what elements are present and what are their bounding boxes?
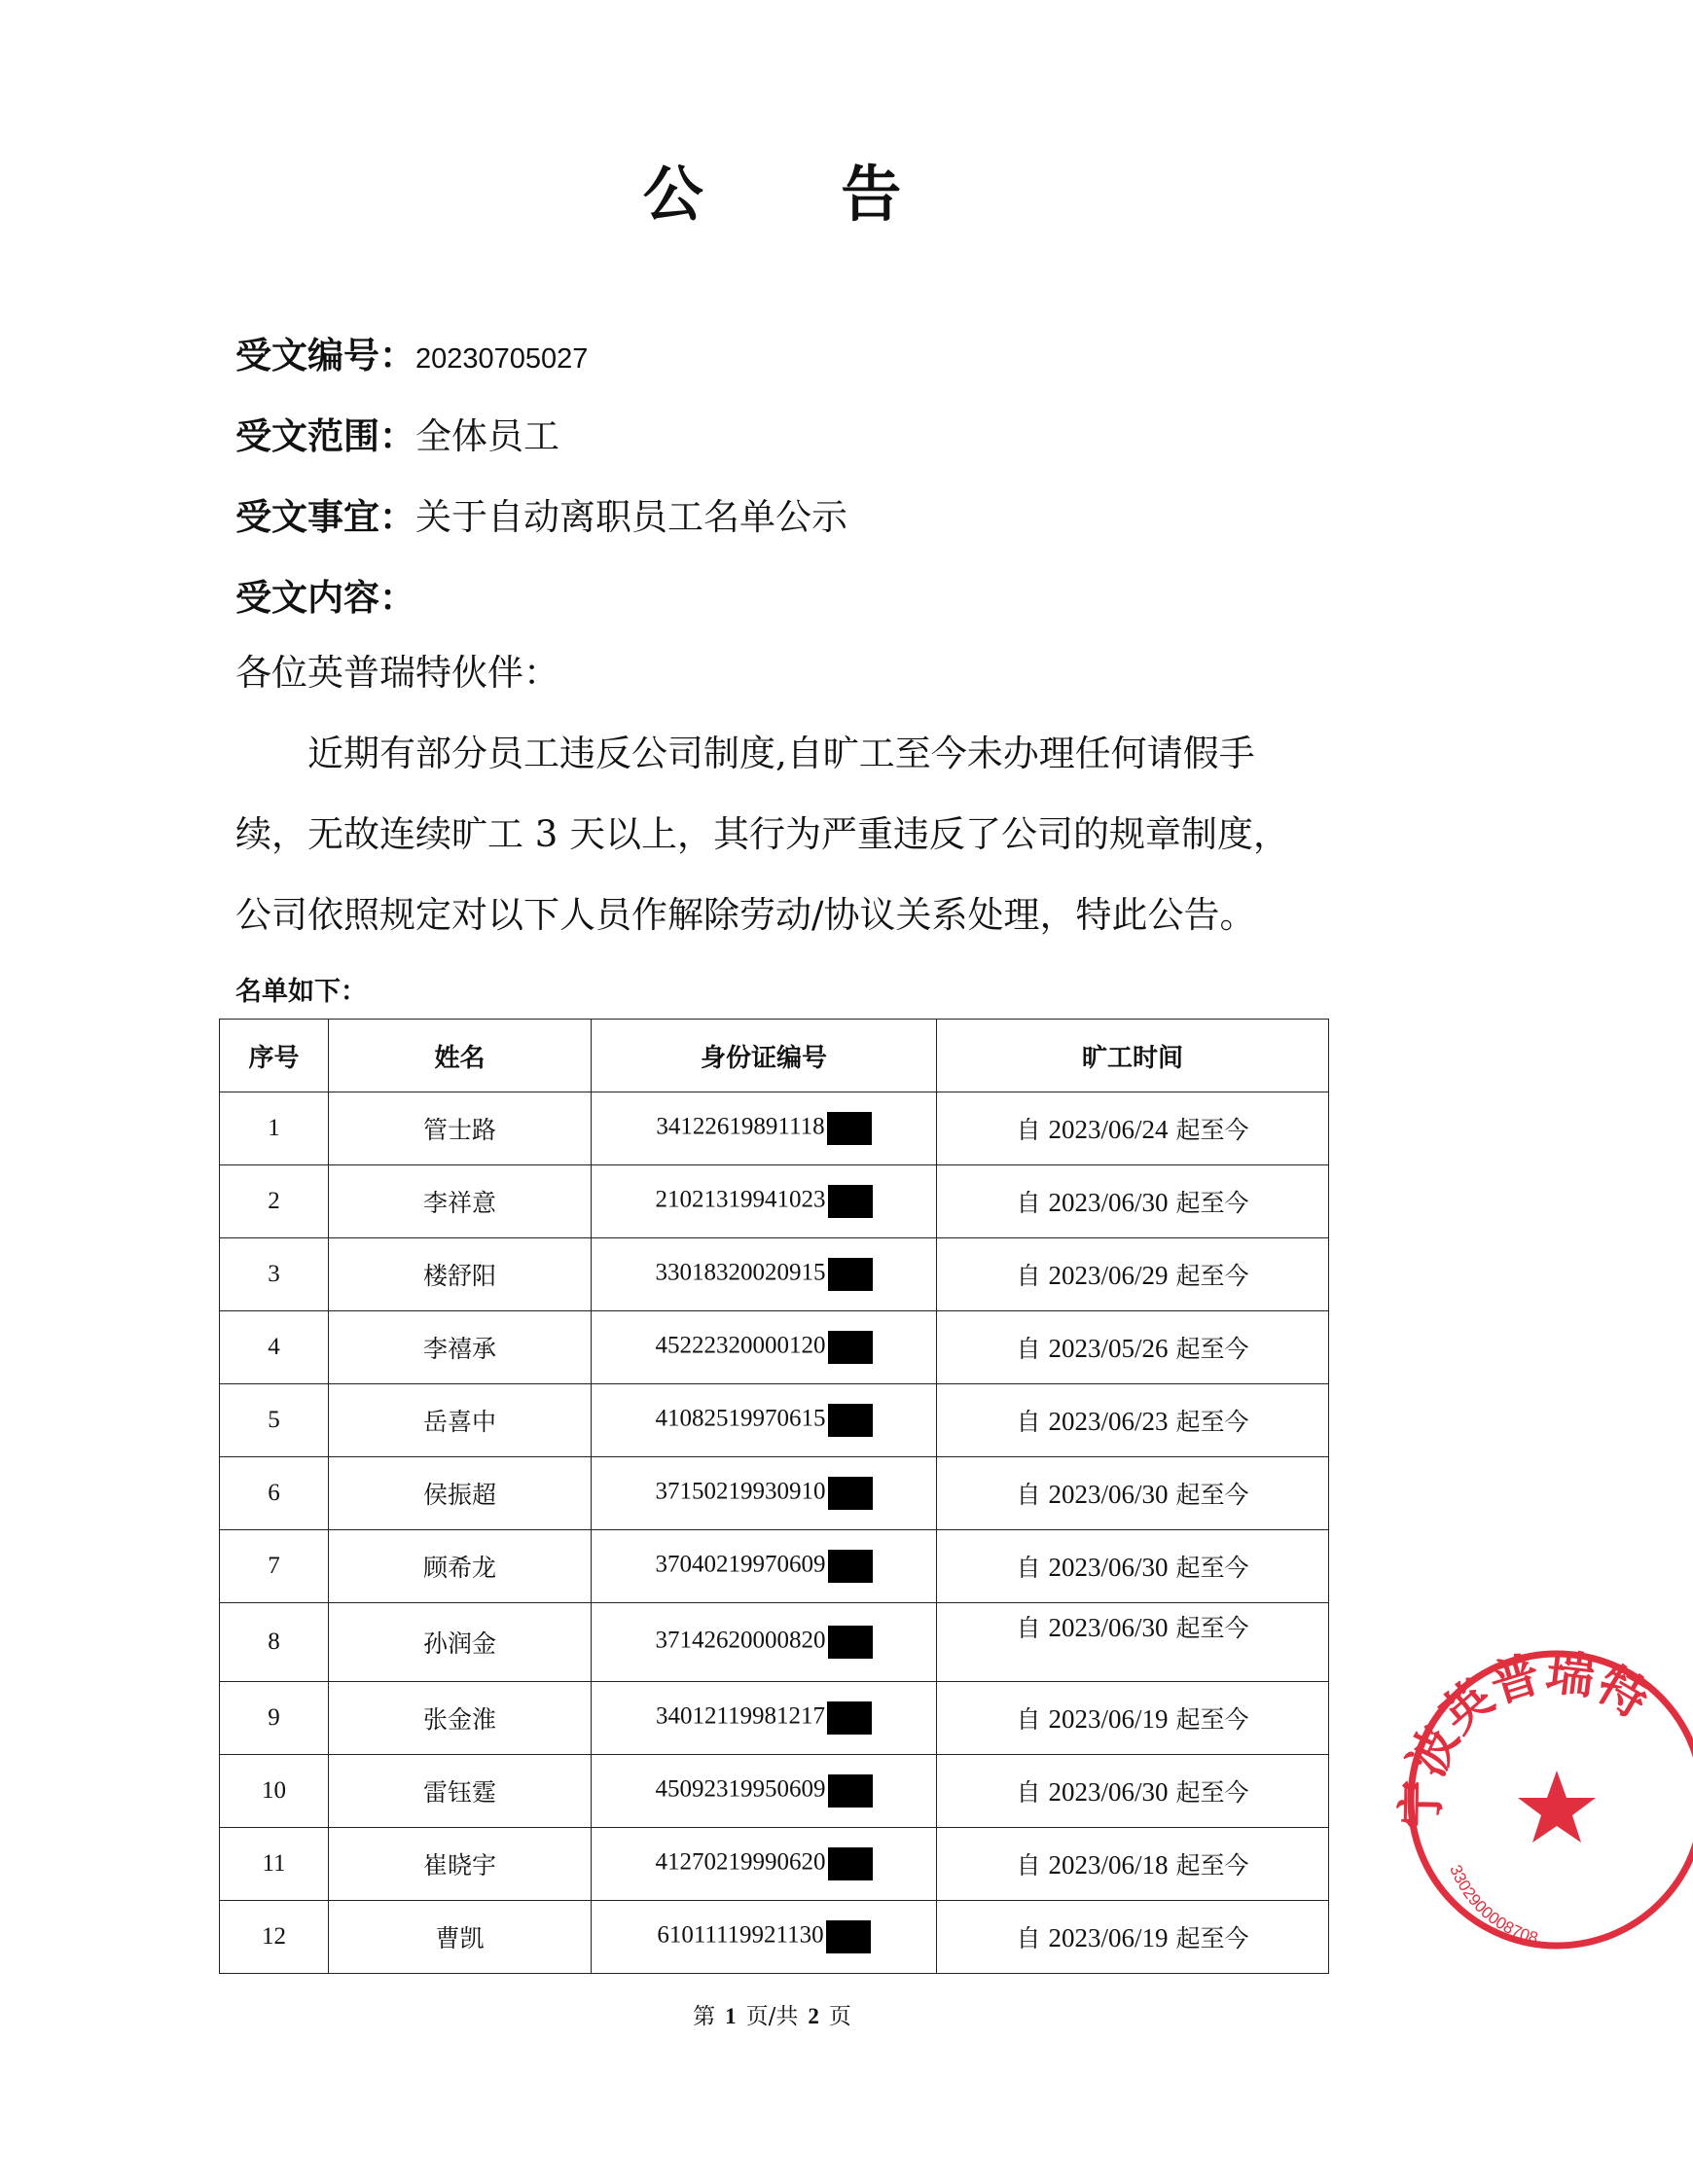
meta-content — [235, 568, 415, 621]
row-id: 41082519970615 — [655, 1405, 826, 1432]
row-index: 9 — [220, 1682, 329, 1755]
row-absence — [937, 1828, 1329, 1901]
row-id-cell — [592, 1092, 937, 1165]
redaction-block — [828, 1626, 873, 1659]
row-id-cell — [592, 1901, 937, 1974]
row-name: 管士路 — [329, 1092, 592, 1165]
row-id: 61011119921130 — [657, 1921, 824, 1949]
redaction-block — [827, 1701, 872, 1735]
row-name: 岳喜中 — [329, 1384, 592, 1457]
date-prefix: 自 — [1016, 1262, 1041, 1290]
list-label: 名单如下： — [235, 977, 367, 1007]
meta-doc-number — [235, 326, 588, 378]
employee-table — [219, 1019, 1329, 1974]
row-name: 李禧承 — [329, 1311, 592, 1384]
row-date: 2023/06/19 — [1048, 1704, 1169, 1734]
row-date: 2023/06/23 — [1048, 1407, 1169, 1436]
table-row — [220, 1603, 1329, 1682]
table-row — [220, 1682, 1329, 1755]
row-index: 10 — [220, 1755, 329, 1828]
row-id-cell — [592, 1457, 937, 1530]
redaction-block — [828, 1550, 873, 1583]
footer-page: 1 — [725, 2004, 737, 2028]
row-index: 11 — [220, 1828, 329, 1901]
date-prefix: 自 — [1016, 1614, 1041, 1642]
row-id: 34122619891118 — [656, 1113, 825, 1140]
date-suffix: 起至今 — [1175, 1924, 1249, 1952]
row-date: 2023/06/30 — [1048, 1553, 1169, 1582]
meta-value: 全体员工 — [415, 415, 559, 457]
row-index: 5 — [220, 1384, 329, 1457]
row-id-cell — [592, 1755, 937, 1828]
row-date: 2023/06/24 — [1048, 1115, 1169, 1144]
row-id: 21021319941023 — [655, 1186, 826, 1213]
row-index: 4 — [220, 1311, 329, 1384]
meta-label: 受文事宜： — [235, 496, 415, 538]
row-date: 2023/06/18 — [1048, 1850, 1169, 1880]
redaction-block — [828, 1774, 873, 1808]
date-suffix: 起至今 — [1175, 1778, 1249, 1807]
body-paragraph — [235, 713, 1315, 955]
row-name: 曹凯 — [329, 1901, 592, 1974]
row-id: 37040219970609 — [655, 1551, 826, 1578]
row-name: 雷钰霆 — [329, 1755, 592, 1828]
row-index: 1 — [220, 1092, 329, 1165]
row-id-cell — [592, 1165, 937, 1238]
row-absence — [937, 1238, 1329, 1311]
date-suffix: 起至今 — [1175, 1554, 1249, 1582]
date-prefix: 自 — [1016, 1851, 1041, 1880]
row-date: 2023/06/30 — [1048, 1777, 1169, 1807]
date-suffix: 起至今 — [1175, 1614, 1249, 1642]
meta-label: 受文范围： — [235, 415, 415, 457]
row-absence — [937, 1530, 1329, 1603]
date-prefix: 自 — [1016, 1408, 1041, 1436]
table-header-row — [220, 1020, 1329, 1092]
redaction-block — [828, 1331, 873, 1364]
header-index: 序号 — [220, 1020, 329, 1092]
footer-total: 2 — [808, 2004, 819, 2028]
row-date: 2023/05/26 — [1048, 1334, 1169, 1363]
row-date: 2023/06/30 — [1048, 1480, 1169, 1509]
row-absence — [937, 1165, 1329, 1238]
meta-label: 受文内容： — [235, 577, 415, 619]
row-id-cell — [592, 1603, 937, 1682]
row-id-cell — [592, 1828, 937, 1901]
row-id: 37142620000820 — [655, 1627, 826, 1654]
table-row — [220, 1238, 1329, 1311]
row-index: 12 — [220, 1901, 329, 1974]
date-prefix: 自 — [1016, 1116, 1041, 1144]
table-row — [220, 1092, 1329, 1165]
row-id-cell — [592, 1238, 937, 1311]
date-prefix: 自 — [1016, 1554, 1041, 1582]
row-id: 45092319950609 — [655, 1775, 826, 1803]
table-row — [220, 1755, 1329, 1828]
row-absence — [937, 1755, 1329, 1828]
row-absence — [937, 1384, 1329, 1457]
row-index: 6 — [220, 1457, 329, 1530]
meta-value: 关于自动离职员工名单公示 — [415, 496, 847, 538]
date-prefix: 自 — [1016, 1778, 1041, 1807]
salutation: 各位英普瑞特伙伴： — [235, 652, 559, 694]
svg-text:3302900008708: 3302900008708 — [1446, 1862, 1540, 1949]
row-name: 楼舒阳 — [329, 1238, 592, 1311]
page-footer — [0, 1998, 1544, 2030]
date-suffix: 起至今 — [1175, 1116, 1249, 1144]
row-absence — [937, 1311, 1329, 1384]
footer-mid: 页/共 — [745, 2004, 799, 2029]
row-absence — [937, 1092, 1329, 1165]
date-prefix: 自 — [1016, 1705, 1041, 1734]
footer-suffix: 页 — [828, 2004, 851, 2029]
header-name: 姓名 — [329, 1020, 592, 1092]
table-row — [220, 1457, 1329, 1530]
date-suffix: 起至今 — [1175, 1189, 1249, 1217]
row-id-cell — [592, 1682, 937, 1755]
company-seal — [1382, 1634, 1693, 1955]
table-row — [220, 1901, 1329, 1974]
row-id-cell — [592, 1311, 937, 1384]
row-id: 37150219930910 — [655, 1478, 826, 1505]
row-id: 33018320020915 — [655, 1259, 826, 1286]
table-row — [220, 1530, 1329, 1603]
row-id-cell — [592, 1530, 937, 1603]
date-suffix: 起至今 — [1175, 1705, 1249, 1734]
row-date: 2023/06/30 — [1048, 1188, 1169, 1217]
meta-label: 受文编号： — [235, 335, 415, 376]
row-name: 崔晓宇 — [329, 1828, 592, 1901]
footer-prefix: 第 — [693, 2004, 716, 2029]
row-id: 41270219990620 — [655, 1848, 826, 1876]
date-suffix: 起至今 — [1175, 1851, 1249, 1880]
row-date: 2023/06/19 — [1048, 1923, 1169, 1952]
body-text: 近期有部分员工违反公司制度,自旷工至今未办理任何请假手续，无故连续旷工 3 天以上，其行为严重违反了公司的规章制度，公司依照规定对以下人员作解除劳动/协议关系处理，特此公告。 — [235, 733, 1290, 936]
row-absence — [937, 1901, 1329, 1974]
row-absence — [937, 1603, 1329, 1682]
row-name: 侯振超 — [329, 1457, 592, 1530]
date-suffix: 起至今 — [1175, 1335, 1249, 1363]
redaction-block — [828, 1185, 873, 1218]
date-prefix: 自 — [1016, 1924, 1041, 1952]
row-id-cell — [592, 1384, 937, 1457]
row-index: 2 — [220, 1165, 329, 1238]
redaction-block — [826, 1920, 871, 1953]
row-name: 张金淮 — [329, 1682, 592, 1755]
redaction-block — [827, 1112, 872, 1145]
meta-value: 20230705027 — [415, 343, 589, 375]
row-id: 45222320000120 — [655, 1332, 826, 1359]
date-prefix: 自 — [1016, 1481, 1041, 1509]
table-row — [220, 1828, 1329, 1901]
row-name: 顾希龙 — [329, 1530, 592, 1603]
row-date: 2023/06/29 — [1048, 1261, 1169, 1290]
table-row — [220, 1165, 1329, 1238]
redaction-block — [828, 1847, 873, 1880]
row-absence — [937, 1457, 1329, 1530]
redaction-block — [828, 1258, 873, 1291]
row-absence — [937, 1682, 1329, 1755]
row-name: 李祥意 — [329, 1165, 592, 1238]
row-index: 8 — [220, 1603, 329, 1682]
meta-scope — [235, 407, 559, 459]
date-prefix: 自 — [1016, 1189, 1041, 1217]
date-suffix: 起至今 — [1175, 1408, 1249, 1436]
date-suffix: 起至今 — [1175, 1481, 1249, 1509]
row-id: 34012119981217 — [655, 1702, 826, 1730]
redaction-block — [828, 1404, 873, 1437]
redaction-block — [828, 1477, 873, 1510]
table-row — [220, 1384, 1329, 1457]
row-index: 7 — [220, 1530, 329, 1603]
table-row — [220, 1311, 1329, 1384]
page-title: 公 告 — [642, 159, 960, 230]
row-index: 3 — [220, 1238, 329, 1311]
header-absence: 旷工时间 — [937, 1020, 1329, 1092]
meta-subject — [235, 487, 847, 540]
svg-text:宁波英普瑞特: 宁波英普瑞特 — [1392, 1643, 1659, 1830]
row-date: 2023/06/30 — [1048, 1613, 1169, 1642]
row-name: 孙润金 — [329, 1603, 592, 1682]
date-suffix: 起至今 — [1175, 1262, 1249, 1290]
header-id: 身份证编号 — [592, 1020, 937, 1092]
date-prefix: 自 — [1016, 1335, 1041, 1363]
